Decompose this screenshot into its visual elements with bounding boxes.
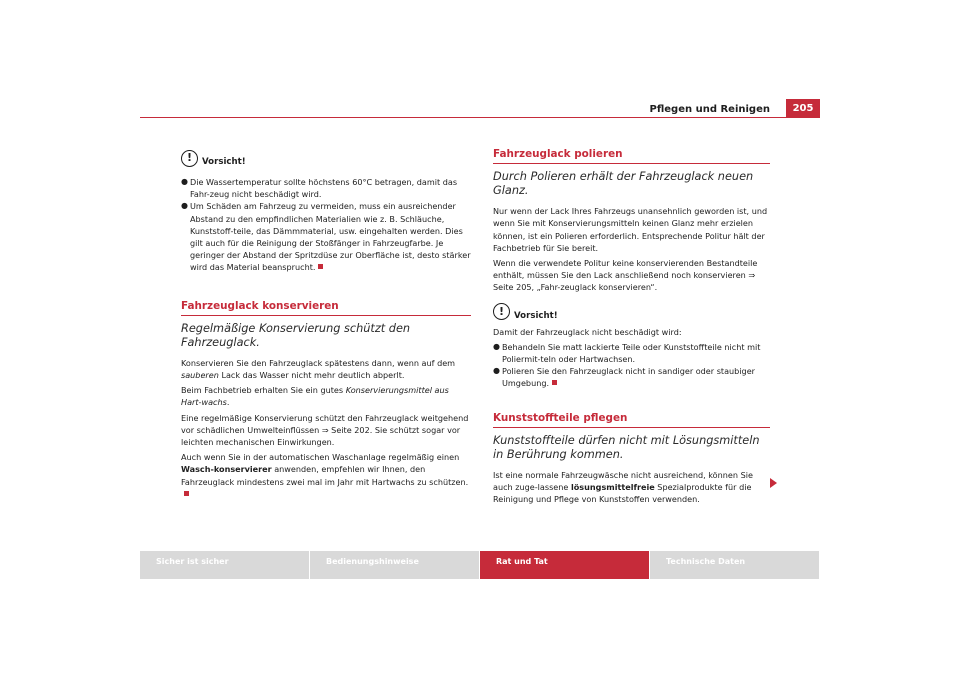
bullet-text: Die Wassertemperatur sollte höchstens 60°C betragen, damit das Fahr-zeug nicht beschädigt wird. [190, 177, 458, 200]
bullet-text [190, 200, 471, 273]
warning-bullet [181, 200, 471, 273]
tab-rat-und-tat[interactable]: Rat und Tat [480, 551, 650, 579]
section-subtitle: Durch Polieren erhält der Fahrzeuglack neuen Glanz. [493, 170, 754, 198]
header-divider [140, 117, 820, 118]
tab-technische-daten[interactable]: Technische Daten [650, 551, 820, 579]
end-mark-icon [318, 264, 323, 269]
left-column [181, 148, 471, 503]
tab-bedienungshinweise[interactable]: Bedienungshinweise [310, 551, 480, 579]
warning-bullet [493, 341, 770, 365]
text: Auch wenn Sie in der automatischen Waschanlage regelmäßig einen [181, 452, 460, 463]
end-mark-icon [184, 491, 189, 496]
bullet-icon: ● [493, 366, 500, 376]
section-subtitle: Regelmäßige Konservierung schützt den Fahrzeuglack. [181, 321, 411, 349]
bullet-text-body: Polieren Sie den Fahrzeuglack nicht in sandiger oder staubiger Umgebung. [502, 366, 755, 389]
next-page-arrow-icon [770, 478, 777, 488]
page-number: 205 [786, 99, 820, 118]
section-title: Kunststoffteile pflegen [493, 412, 770, 428]
emphasis: lösungsmittelfreie [570, 482, 655, 493]
warning-heading [493, 302, 770, 322]
bullet-text: Behandeln Sie matt lackierte Teile oder Kunststoffteile nicht mit Poliermit-teln oder Hartwachsen. [502, 341, 761, 365]
paragraph [181, 357, 471, 381]
section-title: Fahrzeuglack polieren [493, 148, 770, 164]
section-title: Fahrzeuglack konservieren [181, 300, 471, 316]
page-header-title: Pflegen und Reinigen [649, 104, 770, 115]
paragraph: Damit der Fahrzeuglack nicht beschädigt wird: [493, 326, 682, 337]
emphasis: sauberen [181, 370, 219, 381]
text: Ist eine normale Fahrzeugwäsche nicht ausreichend, können Sie auch zuge-lassene [493, 469, 753, 493]
emphasis: Wasch-konservierer [181, 464, 272, 475]
warning-label: Vorsicht! [514, 310, 558, 321]
end-mark-icon [552, 380, 557, 385]
bullet-icon: ● [493, 341, 500, 351]
bullet-text [502, 365, 770, 389]
bullet-text-body: Um Schäden am Fahrzeug zu vermeiden, muss ein ausreichender Abstand zu den empfindlichen Materialien wie z. B. Schläuche, Kunststoff-teile, das Dämmmaterial, usw. eingehalten werden. Dies gilt auch für die Reinigung der Stoßfänger in Fahrzeugfarbe. Je geringer der Abstand der Spritzdüse zur Oberfläche ist, desto stärker wird das Material beansprucht. [190, 201, 471, 273]
warning-icon: ! [493, 303, 510, 320]
tab-sicher-ist-sicher[interactable]: Sicher ist sicher [140, 551, 310, 579]
warning-bullet [181, 176, 471, 200]
right-column [493, 148, 770, 508]
emphasis: Konservierungsmittel aus Hart-wachs [181, 385, 449, 408]
text: . [226, 397, 230, 408]
warning-bullet [493, 365, 770, 389]
warning-label: Vorsicht! [202, 156, 246, 167]
paragraph: Nur wenn der Lack Ihres Fahrzeugs unansehnlich geworden ist, und wenn Sie mit Konservierungsmitteln keinen Glanz mehr erzielen können, ist ein Polieren erforderlich. Entsprechende Politur hält der Fachbetrieb für Sie bereit. [493, 206, 768, 253]
warning-icon: ! [181, 150, 198, 167]
paragraph [493, 469, 770, 506]
text: anwenden, empfehlen wir Ihnen, den Fahrzeuglack mindestens zwei mal im Jahr mit Hartwachs zu schützen. [181, 464, 469, 487]
bullet-icon: ● [181, 201, 188, 211]
text: Konservieren Sie den Fahrzeuglack spätestens dann, wenn auf dem [181, 357, 456, 368]
paragraph: Wenn die verwendete Politur keine konservierenden Bestandteile enthält, müssen Sie den Lack anschließend noch konservieren ⇒ Seite 205, „Fahr-zeuglack konservieren“. [493, 258, 758, 293]
footer-chapter-tabs [140, 551, 820, 579]
paragraph [181, 451, 471, 500]
text: Spezialprodukte für die Reinigung und Pflege von Kunststoffen verwenden. [493, 482, 752, 505]
text: Lack das Wasser nicht mehr deutlich abperlt. [218, 370, 405, 381]
text: Beim Fachbetrieb erhalten Sie ein gutes [181, 385, 346, 396]
paragraph [181, 384, 471, 408]
bullet-icon: ● [181, 177, 188, 186]
warning-heading [181, 148, 471, 168]
paragraph: Eine regelmäßige Konservierung schützt den Fahrzeuglack weitgehend vor schädlichen Umwelteinflüssen ⇒ Seite 202. Sie schützt sogar vor leichten mechanischen Einwirkungen. [181, 412, 469, 448]
section-subtitle: Kunststoffteile dürfen nicht mit Lösungsmitteln in Berührung kommen. [493, 433, 760, 461]
